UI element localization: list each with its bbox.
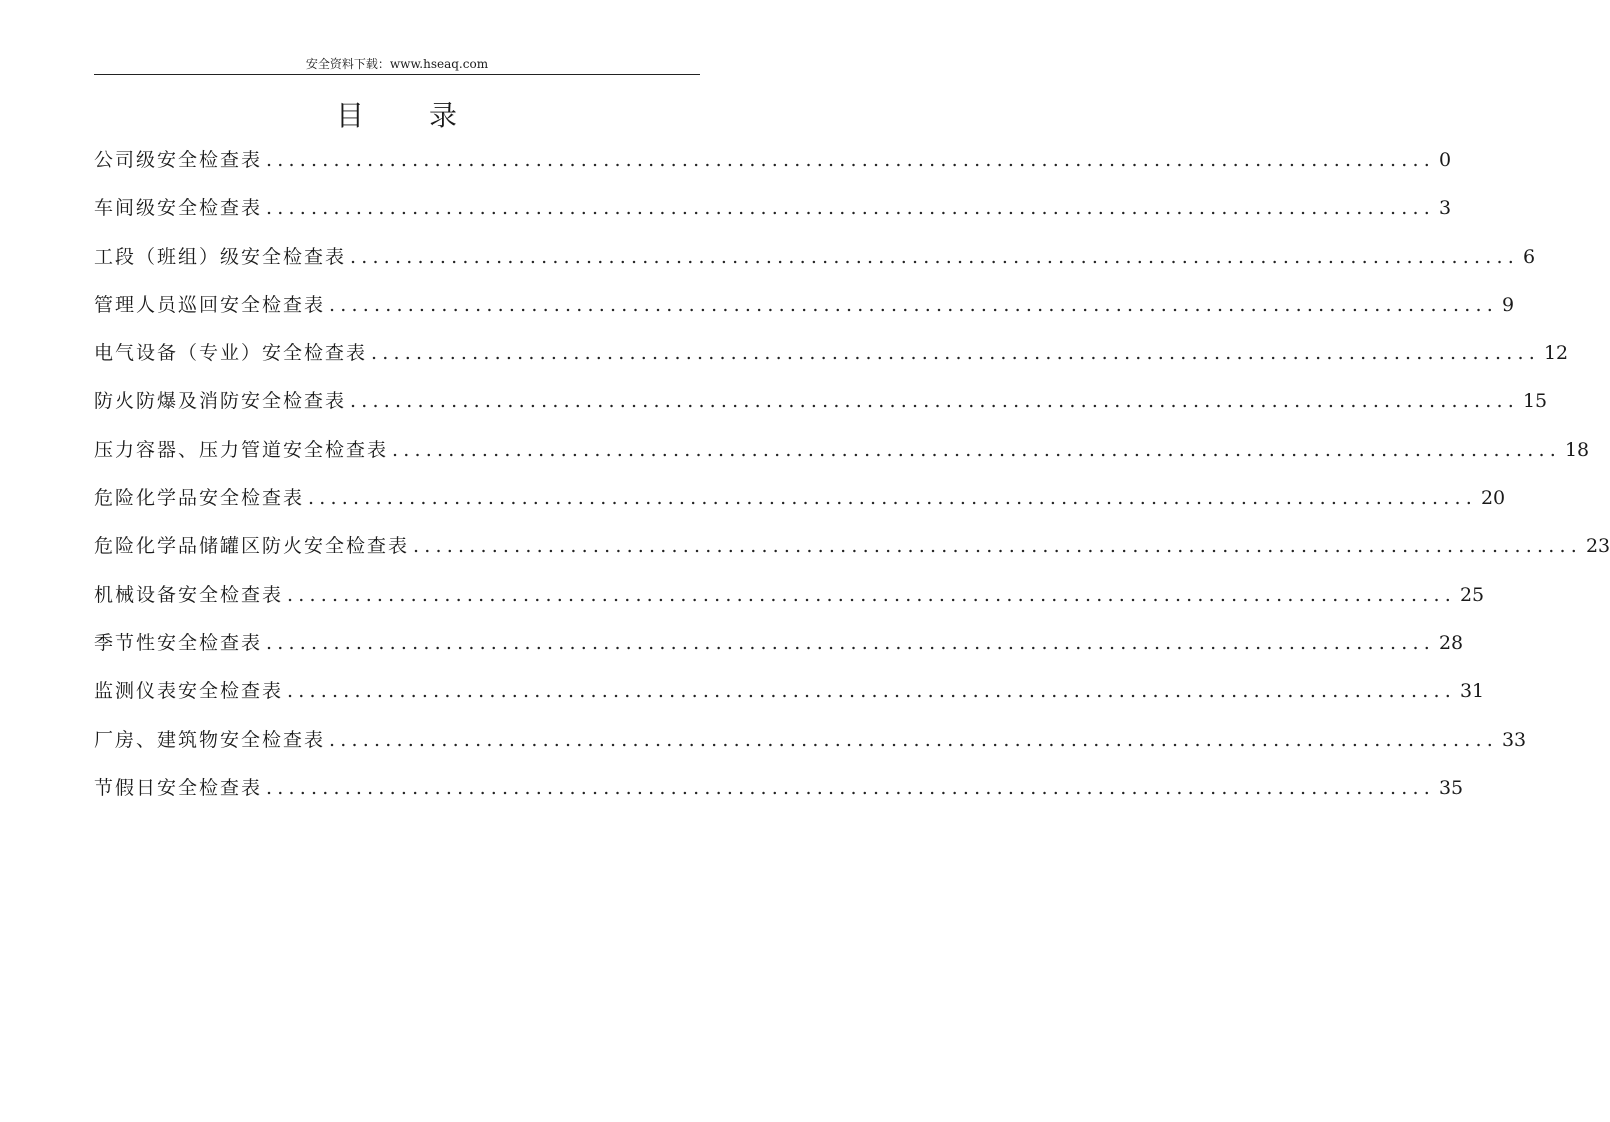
toc-title: 目 录 bbox=[336, 99, 485, 132]
page-header: 安全资料下载：www.hseaq.com bbox=[305, 57, 489, 71]
toc-entry[interactable] bbox=[94, 387, 1548, 435]
toc-dot-leader: ........................................................................................................ bbox=[308, 487, 1477, 510]
toc-entry[interactable] bbox=[94, 677, 1485, 725]
toc-entry[interactable] bbox=[94, 532, 1610, 580]
toc-dot-leader: ........................................................................................................ bbox=[413, 535, 1582, 558]
toc-dot-leader: ........................................................................................................ bbox=[329, 293, 1498, 316]
toc-entry[interactable] bbox=[94, 339, 1569, 387]
toc-entry-label: 电气设备（专业）安全检查表 bbox=[94, 342, 368, 365]
toc-dot-leader: ........................................................................................................ bbox=[266, 631, 1435, 654]
toc-entry[interactable] bbox=[94, 581, 1485, 629]
toc-entry-page: 28 bbox=[1438, 631, 1464, 654]
toc-entry-page: 23 bbox=[1585, 535, 1610, 558]
toc-entry[interactable] bbox=[94, 243, 1536, 291]
toc-dot-leader: ........................................................................................................ bbox=[329, 728, 1498, 751]
toc-entry-page: 15 bbox=[1522, 390, 1548, 413]
table-of-contents bbox=[94, 146, 1610, 822]
toc-entry[interactable] bbox=[94, 291, 1515, 339]
toc-entry[interactable] bbox=[94, 629, 1464, 677]
toc-entry[interactable] bbox=[94, 484, 1506, 532]
toc-entry[interactable] bbox=[94, 146, 1452, 194]
toc-dot-leader: ........................................................................................................ bbox=[371, 342, 1540, 365]
toc-dot-leader: ........................................................................................................ bbox=[392, 438, 1561, 461]
toc-dot-leader: ........................................................................................................ bbox=[266, 149, 1435, 171]
toc-entry-label: 危险化学品安全检查表 bbox=[94, 487, 305, 510]
toc-entry-label: 监测仪表安全检查表 bbox=[94, 680, 284, 703]
toc-entry-label: 防火防爆及消防安全检查表 bbox=[94, 390, 347, 413]
toc-entry-label: 公司级安全检查表 bbox=[94, 149, 263, 171]
toc-entry[interactable] bbox=[94, 436, 1590, 484]
toc-entry-page: 3 bbox=[1438, 197, 1452, 220]
toc-entry-label: 工段（班组）级安全检查表 bbox=[94, 245, 347, 268]
toc-entry-label: 机械设备安全检查表 bbox=[94, 583, 284, 606]
header-divider bbox=[94, 74, 700, 75]
toc-entry[interactable] bbox=[94, 194, 1452, 242]
toc-entry-page: 31 bbox=[1459, 680, 1485, 703]
toc-entry-page: 25 bbox=[1459, 583, 1485, 606]
toc-entry-label: 节假日安全检查表 bbox=[94, 776, 263, 799]
toc-entry-page: 6 bbox=[1522, 245, 1536, 268]
toc-entry-page: 20 bbox=[1480, 487, 1506, 510]
toc-dot-leader: ........................................................................................................ bbox=[350, 390, 1519, 413]
toc-entry-label: 季节性安全检查表 bbox=[94, 631, 263, 654]
toc-entry-label: 车间级安全检查表 bbox=[94, 197, 263, 220]
toc-entry-page: 18 bbox=[1564, 438, 1590, 461]
toc-entry-label: 危险化学品储罐区防火安全检查表 bbox=[94, 535, 410, 558]
toc-dot-leader: ........................................................................................................ bbox=[350, 245, 1519, 268]
toc-entry-page: 35 bbox=[1438, 776, 1464, 799]
toc-dot-leader: ........................................................................................................ bbox=[266, 776, 1435, 799]
toc-dot-leader: ........................................................................................................ bbox=[287, 680, 1456, 703]
toc-dot-leader: ........................................................................................................ bbox=[266, 197, 1435, 220]
toc-entry-page: 33 bbox=[1501, 728, 1527, 751]
toc-entry-page: 12 bbox=[1543, 342, 1569, 365]
toc-entry-label: 厂房、建筑物安全检查表 bbox=[94, 728, 326, 751]
toc-entry[interactable] bbox=[94, 726, 1527, 774]
toc-entry[interactable] bbox=[94, 774, 1464, 822]
toc-entry-page: 9 bbox=[1501, 293, 1515, 316]
toc-entry-label: 管理人员巡回安全检查表 bbox=[94, 293, 326, 316]
toc-entry-page: 0 bbox=[1438, 149, 1452, 171]
toc-dot-leader: ........................................................................................................ bbox=[287, 583, 1456, 606]
toc-entry-label: 压力容器、压力管道安全检查表 bbox=[94, 438, 389, 461]
